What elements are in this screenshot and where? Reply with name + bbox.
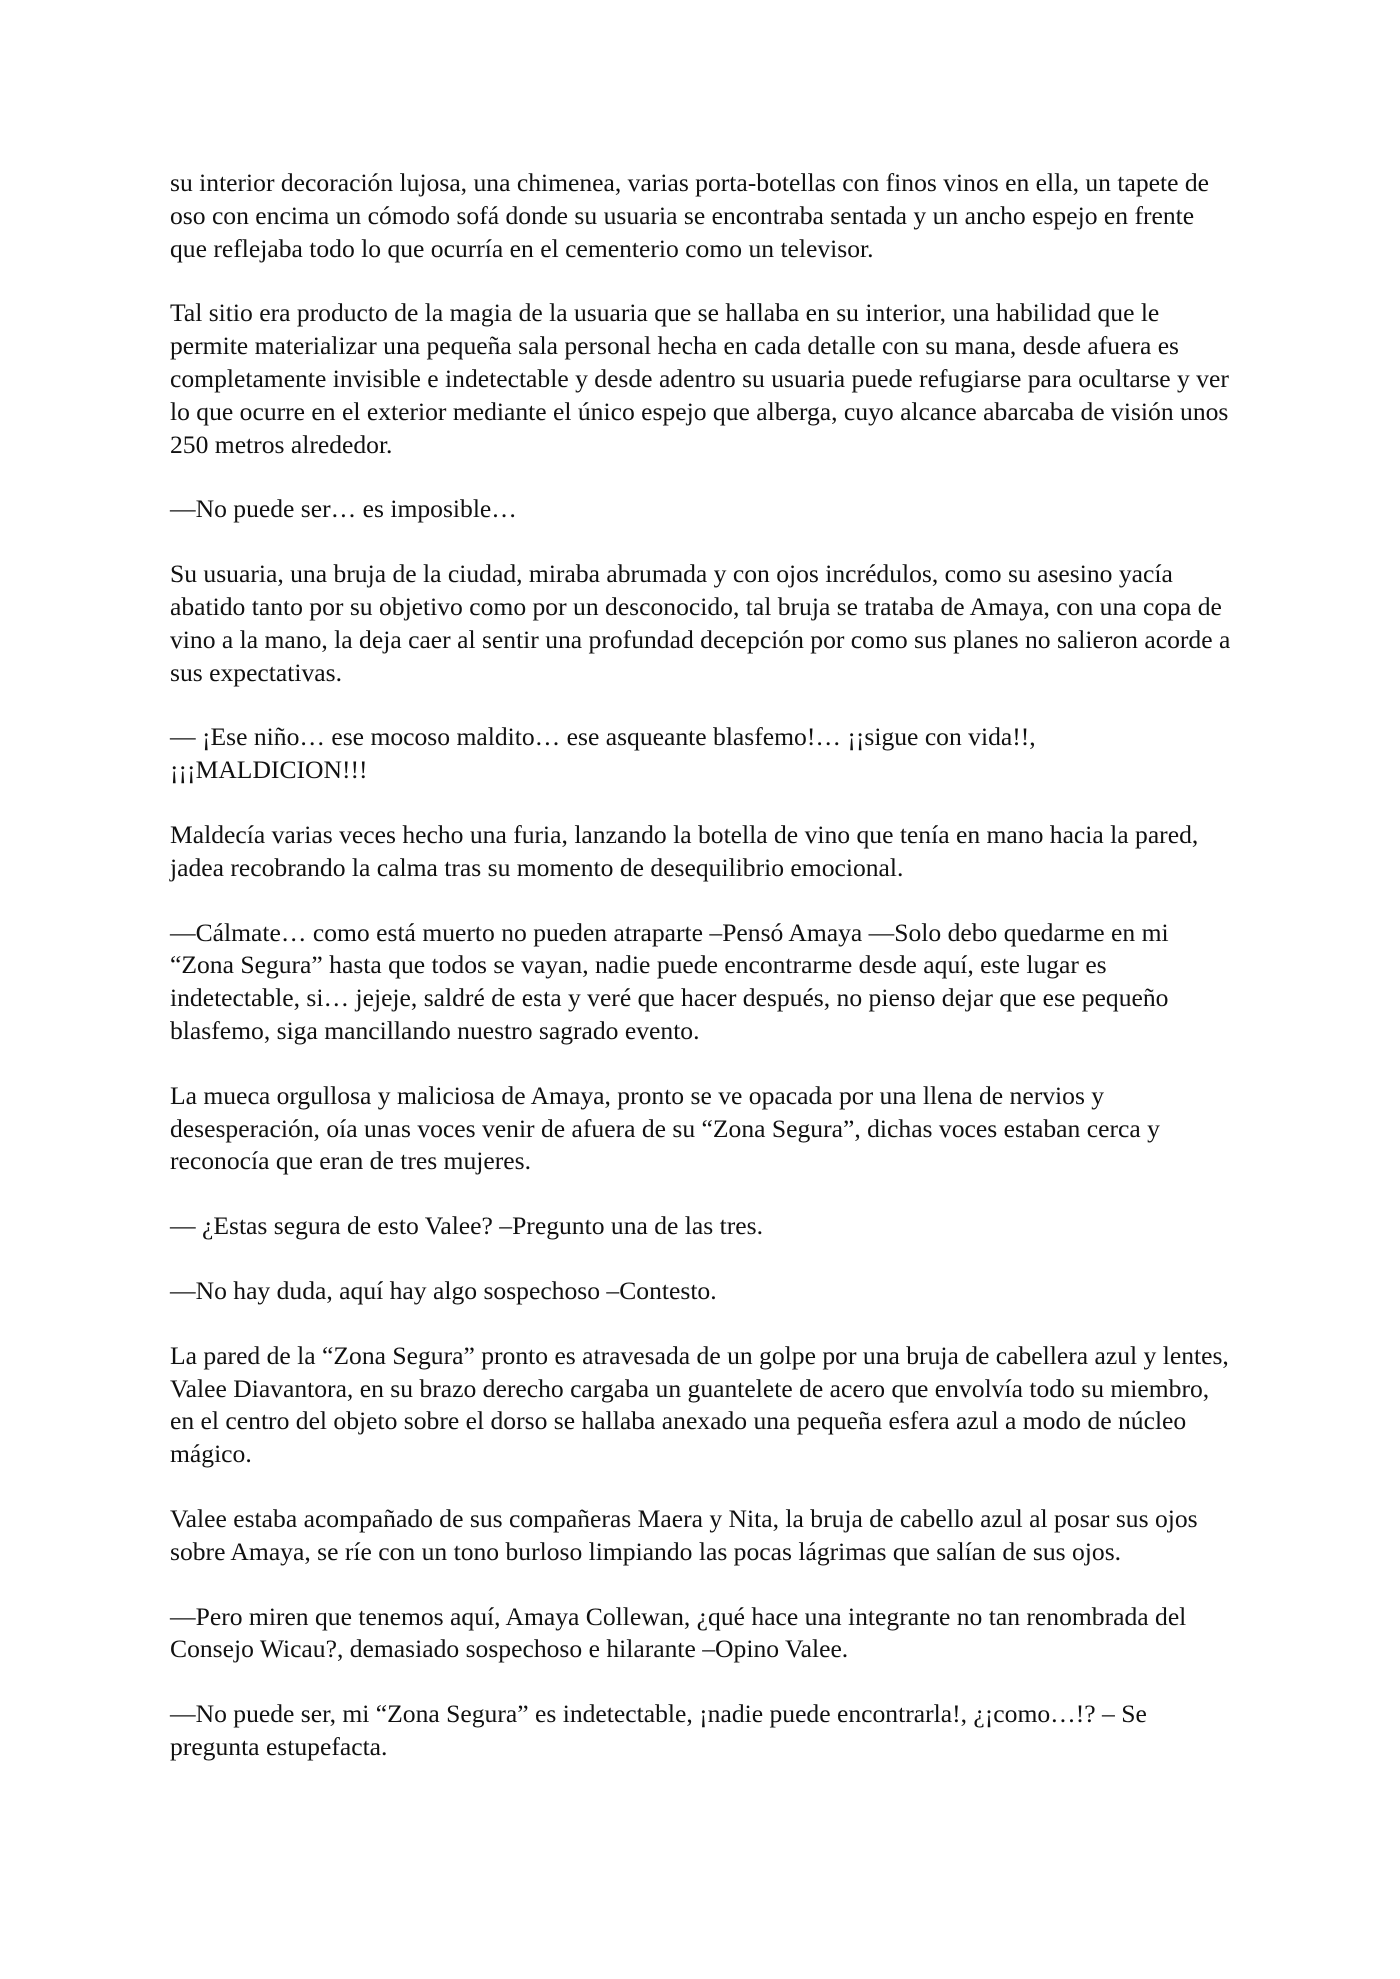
paragraph: —No hay duda, aquí hay algo sospechoso –Contesto. <box>170 1275 717 1305</box>
paragraph: La pared de la “Zona Segura” pronto es atravesada de un golpe por una bruja de cabellera azul y lentes, Valee Diavantora, en su brazo derecho cargaba un guantelete de acero que envolvía todo su miembro, en el centro del objeto sobre el dorso se hallaba anexado una pequeña esfera azul a modo de núcleo mágico. <box>170 1340 1229 1469</box>
paragraph: Tal sitio era producto de la magia de la usuaria que se hallaba en su interior, una habilidad que le permite materializar una pequeña sala personal hecha en cada detalle con su mana, desde afuera es completamente invisible e indetectable y desde adentro su usuaria puede refugiarse para ocultarse y ver lo que ocurre en el exterior mediante el único espejo que alberga, cuyo alcance abarcaba de visión unos 250 metros alrededor. <box>170 298 1229 459</box>
paragraph: Valee estaba acompañado de sus compañeras Maera y Nita, la bruja de cabello azul al posar sus ojos sobre Amaya, se ríe con un tono burloso limpiando las pocas lágrimas que salían de sus ojos. <box>170 1503 1198 1566</box>
paragraph: —Pero miren que tenemos aquí, Amaya Collewan, ¿qué hace una integrante no tan renombrada del Consejo Wicau?, demasiado sospechoso e hilarante –Opino Valee. <box>170 1601 1187 1664</box>
paragraph: —Cálmate… como está muerto no pueden atraparte –Pensó Amaya —Solo debo quedarme en mi “Zona Segura” hasta que todos se vayan, nadie puede encontrarme desde aquí, este lugar es indetectable, si… jejeje, saldré de esta y veré que hacer después, no pienso dejar que ese pequeño blasfemo, siga mancillando nuestro sagrado evento. <box>170 917 1169 1045</box>
paragraph: — ¿Estas segura de esto Valee? –Pregunto una de las tres. <box>170 1211 763 1241</box>
document-body <box>170 167 1232 1796</box>
paragraph: La mueca orgullosa y maliciosa de Amaya, pronto se ve opacada por una llena de nervios y desesperación, oía unas voces venir de afuera de su “Zona Segura”, dichas voces estaban cerca y reconocía que eran de tres mujeres. <box>170 1080 1160 1176</box>
paragraph: Su usuaria, una bruja de la ciudad, miraba abrumada y con ojos incrédulos, como su asesino yacía abatido tanto por su objetivo como por un desconocido, tal bruja se trataba de Amaya, con una copa de vino a la mano, la deja caer al sentir una profundad decepción por como sus planes no salieron acorde a sus expectativas. <box>170 559 1231 687</box>
paragraph: — ¡Ese niño… ese mocoso maldito… ese asqueante blasfemo!… ¡¡sigue con vida!!, ¡¡¡MALDICION!!! <box>170 722 1036 785</box>
paragraph: —No puede ser… es imposible… <box>170 494 517 524</box>
paragraph: su interior decoración lujosa, una chimenea, varias porta-botellas con finos vinos en ella, un tapete de oso con encima un cómodo sofá donde su usuaria se encontraba sentada y un ancho espejo en frente que reflejaba todo lo que ocurría en el cementerio como un televisor. <box>170 168 1210 263</box>
paragraph: Maldecía varias veces hecho una furia, lanzando la botella de vino que tenía en mano hacia la pared, jadea recobrando la calma tras su momento de desequilibrio emocional. <box>170 819 1199 882</box>
paragraph: —No puede ser, mi “Zona Segura” es indetectable, ¡nadie puede encontrarla!, ¿¡como…!? – Se pregunta estupefacta. <box>170 1699 1147 1761</box>
